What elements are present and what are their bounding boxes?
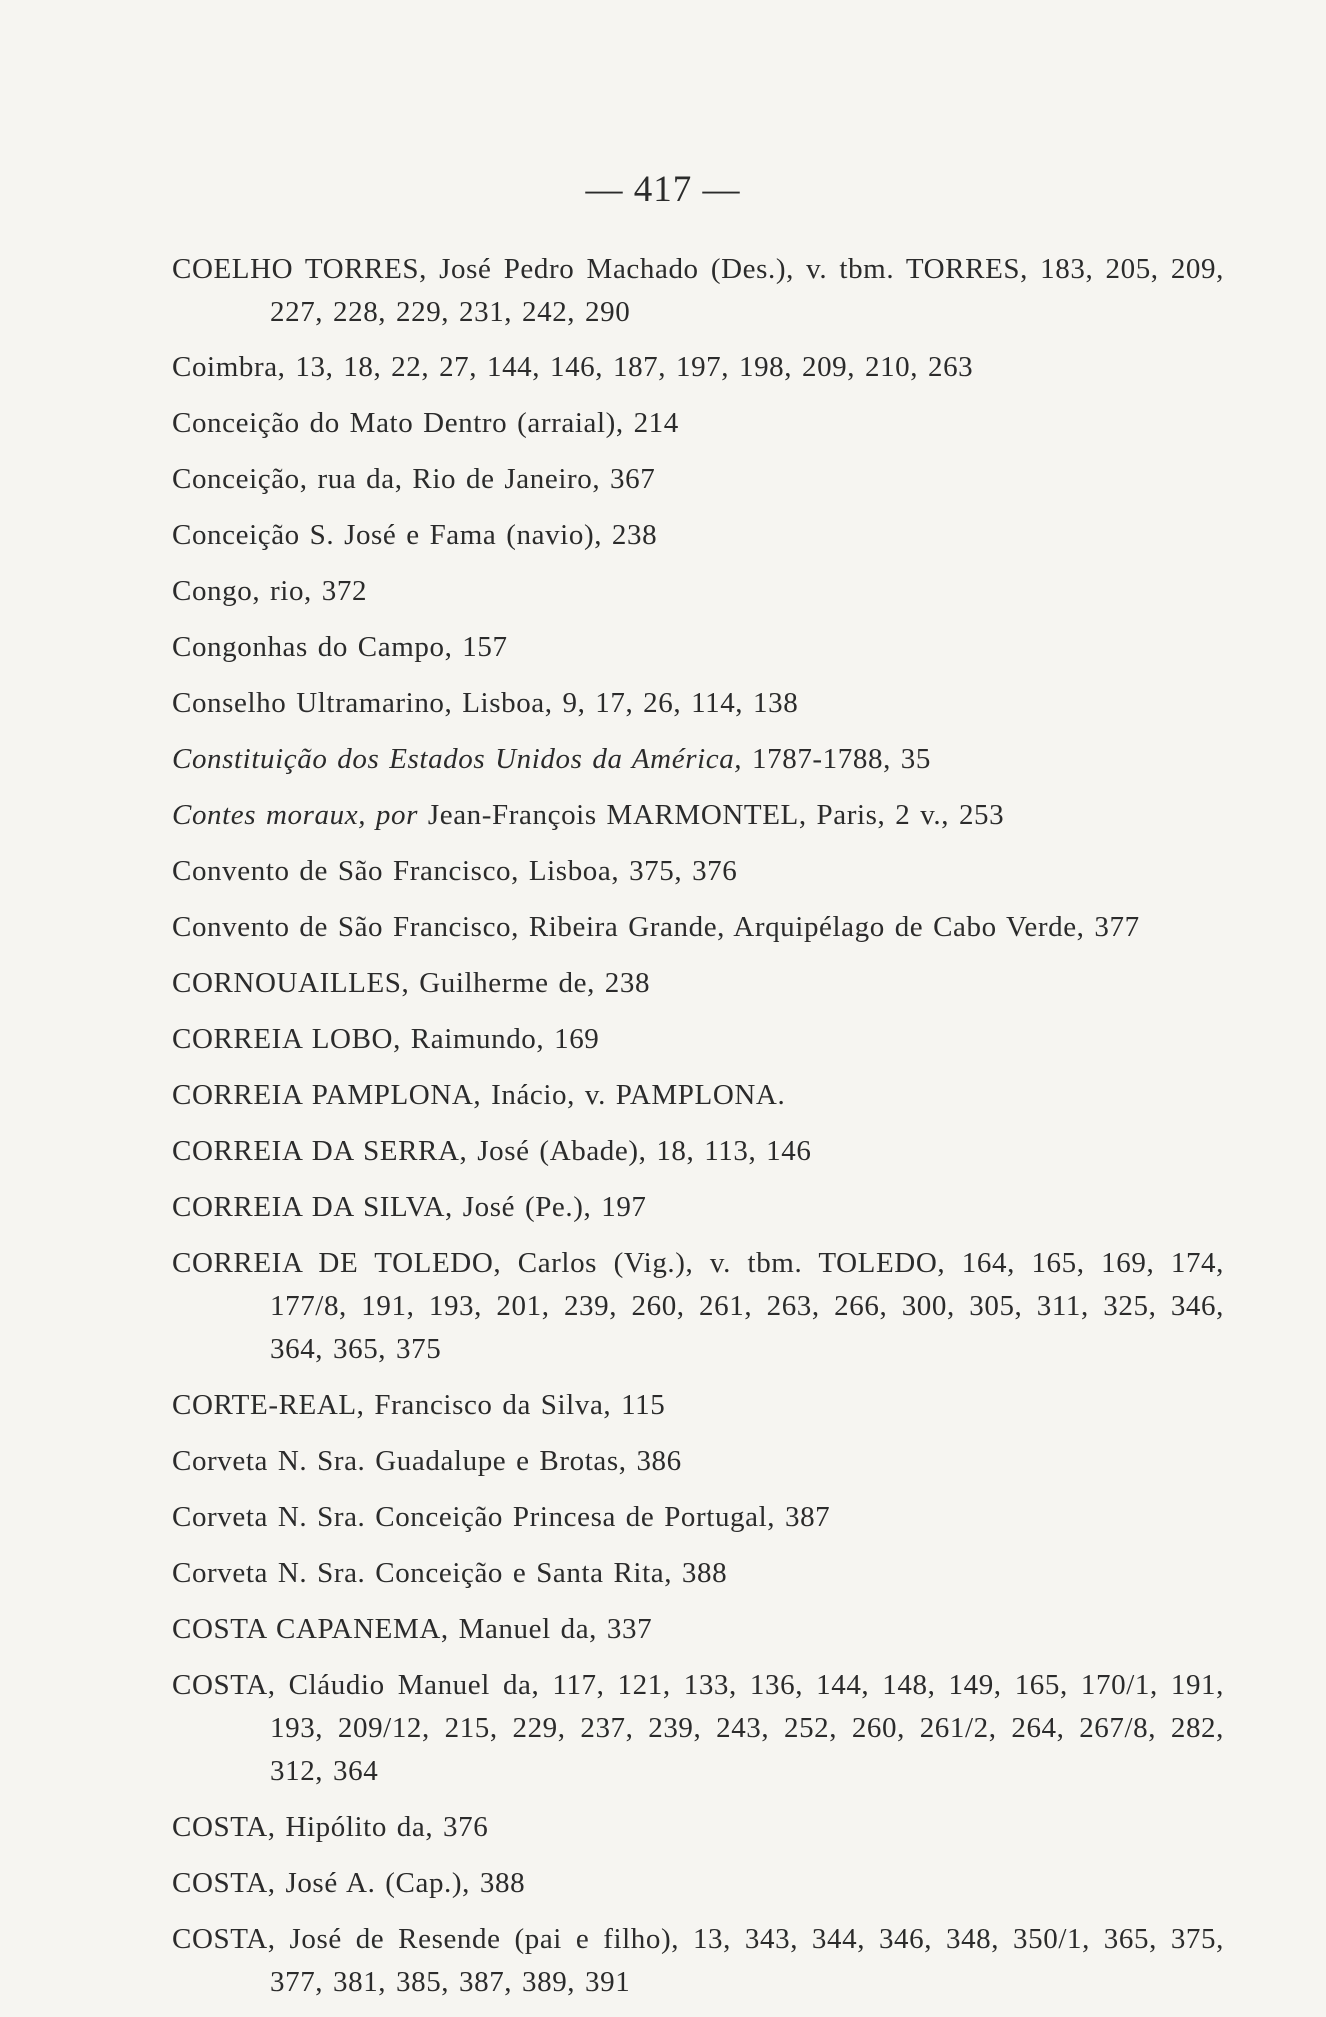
index-entry-constituicao <box>172 738 1224 781</box>
index-entry-correia-pamplona <box>172 1074 1224 1117</box>
entry-italic-title: Constituição dos Estados Unidos da América, <box>172 743 743 775</box>
entry-text: COSTA, José de Resende (pai e filho), 13, 343, 344, 346, 348, 350/1, 365, 375, 377, 381, 385, 387, 389, 391 <box>172 1923 1224 1998</box>
entry-text: CORREIA DA SILVA, José (Pe.), 197 <box>172 1191 647 1223</box>
entry-text: CORREIA LOBO, Raimundo, 169 <box>172 1023 600 1055</box>
index-entry-cornouailles <box>172 962 1224 1005</box>
index-entry-contes-moraux <box>172 794 1224 837</box>
index-entry-congo <box>172 570 1224 613</box>
entry-text: Corveta N. Sra. Conceição Princesa de Portugal, 387 <box>172 1501 831 1533</box>
entry-italic-title: Contes moraux, por <box>172 799 418 831</box>
index-entry-congonhas <box>172 626 1224 669</box>
entry-text: 1787-1788, 35 <box>742 743 931 775</box>
entry-text: CORTE-REAL, Francisco da Silva, 115 <box>172 1389 666 1421</box>
entry-text: Conceição S. José e Fama (navio), 238 <box>172 519 658 551</box>
entry-text: Coimbra, 13, 18, 22, 27, 144, 146, 187, 197, 198, 209, 210, 263 <box>172 351 974 383</box>
entry-text: COELHO TORRES, José Pedro Machado (Des.), v. tbm. TORRES, 183, 205, 209, 227, 228, 229, 231, 242, 290 <box>172 253 1224 328</box>
entry-text: Congo, rio, 372 <box>172 575 368 607</box>
index-entry-costa-jose-a <box>172 1862 1224 1905</box>
index-entry-conceicao-navio <box>172 514 1224 557</box>
index-entry-convento-ribeira-grande <box>172 906 1224 949</box>
index-entry-correia-lobo <box>172 1018 1224 1061</box>
index-entry-correia-de-toledo <box>172 1242 1224 1371</box>
entry-text: Corveta N. Sra. Conceição e Santa Rita, 388 <box>172 1557 728 1589</box>
index-entry-corte-real <box>172 1384 1224 1427</box>
index-entry-conceicao-mato-dentro <box>172 402 1224 445</box>
entry-text: Jean-François MARMONTEL, Paris, 2 v., 253 <box>418 799 1005 831</box>
index-entry-corveta-princesa <box>172 1496 1224 1539</box>
entry-text: CORNOUAILLES, Guilherme de, 238 <box>172 967 651 999</box>
index-entry-conselho-ultramarino <box>172 682 1224 725</box>
page-number: — 417 — <box>585 169 741 210</box>
entry-text: Corveta N. Sra. Guadalupe e Brotas, 386 <box>172 1445 682 1477</box>
index-entry-costa-capanema <box>172 1608 1224 1651</box>
entry-text: Convento de São Francisco, Ribeira Grande, Arquipélago de Cabo Verde, 377 <box>172 911 1140 943</box>
index-entry-correia-da-silva <box>172 1186 1224 1229</box>
entry-text: CORREIA PAMPLONA, Inácio, v. PAMPLONA. <box>172 1079 786 1111</box>
index-entry-corveta-santa-rita <box>172 1552 1224 1595</box>
entry-text: Congonhas do Campo, 157 <box>172 631 508 663</box>
entry-text: CORREIA DE TOLEDO, Carlos (Vig.), v. tbm. TOLEDO, 164, 165, 169, 174, 177/8, 191, 193, 201, 239, 260, 261, 263, 266, 300, 305, 311, 325, 346, 364, 365, 375 <box>172 1247 1224 1365</box>
index-entry-coimbra <box>172 346 1224 389</box>
index-entries <box>172 248 1224 2017</box>
index-entry-costa-jose-resende <box>172 1918 1224 2004</box>
entry-text: COSTA, Hipólito da, 376 <box>172 1811 489 1843</box>
index-entry-correia-da-serra <box>172 1130 1224 1173</box>
index-entry-convento-lisboa <box>172 850 1224 893</box>
index-entry-conceicao-rua <box>172 458 1224 501</box>
index-entry-coelho-torres <box>172 248 1224 334</box>
entry-text: Conceição, rua da, Rio de Janeiro, 367 <box>172 463 656 495</box>
entry-text: COSTA, Cláudio Manuel da, 117, 121, 133, 136, 144, 148, 149, 165, 170/1, 191, 193, 209/12, 215, 229, 237, 239, 243, 252, 260, 261/2, 264, 267/8, 282, 312, 364 <box>172 1669 1224 1787</box>
index-entry-corveta-guadalupe <box>172 1440 1224 1483</box>
entry-text: Convento de São Francisco, Lisboa, 375, 376 <box>172 855 738 887</box>
index-entry-costa-hipolito <box>172 1806 1224 1849</box>
entry-text: CORREIA DA SERRA, José (Abade), 18, 113, 146 <box>172 1135 812 1167</box>
entry-text: COSTA CAPANEMA, Manuel da, 337 <box>172 1613 653 1645</box>
entry-text: Conceição do Mato Dentro (arraial), 214 <box>172 407 679 439</box>
entry-text: Conselho Ultramarino, Lisboa, 9, 17, 26, 114, 138 <box>172 687 799 719</box>
entry-text: COSTA, José A. (Cap.), 388 <box>172 1867 526 1899</box>
index-entry-costa-claudio <box>172 1664 1224 1793</box>
